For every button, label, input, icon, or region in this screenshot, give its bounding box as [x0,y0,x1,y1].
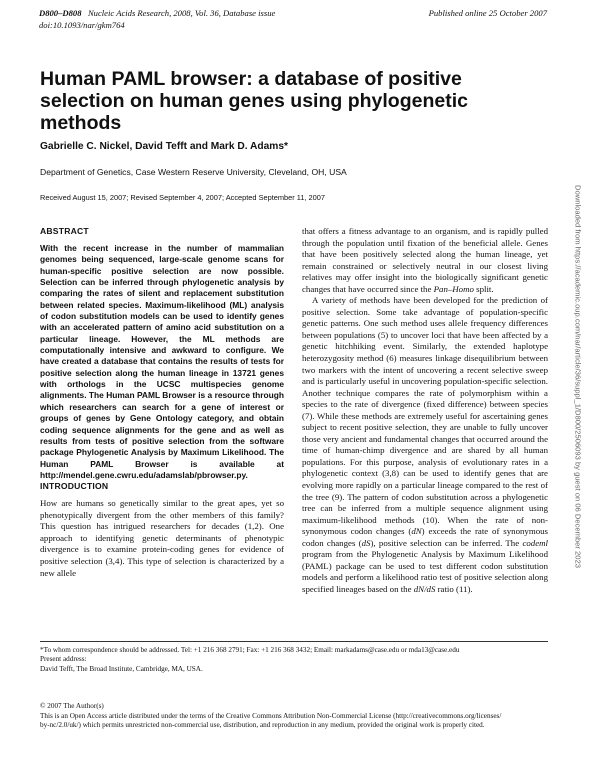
introduction-heading: INTRODUCTION [40,481,109,492]
author-list: Gabrielle C. Nickel, David Tefft and Mark D. Adams* [40,141,288,152]
intro-paragraph-2: A variety of methods have been developed for the prediction of positive selection. Some take advantage of population-specific genetic patterns. One such method uses allele frequency differences between populations (5) to uncover loci that have been affected by a genetic hitchhiking event. Similarly, the extended haplotype heterozygosity method (6) measures linkage disequilibrium between two markers with the intent of uncovering a recent selective sweep and is particularly useful in uncovering population-specific selection. Another technique compares the rate of polymorphism within a species to the rate of divergence (fixed difference) between species (7). While these methods are extremely useful for ascertaining genes subject to recent positive selection, they are unable to fully uncover those very ancient and fundamental changes that occurred around the time of human-chimp divergence and are shared by all human populations. For this purpose, analysis of evolutionary rates in a phylogenetic context (3,8) can be used to identify genes that are evolving more rapidly on a particular lineage compared to the rest of the tree (9). The pattern of codon substitution across a phylogenetic tree can be inferred from a multiple sequence alignment using maximum-likelihood methods (10). When the rate of non-synonymous codon changes (dN) exceeds the rate of synonymous codon changes (dS), positive selection can be inferred. The codeml program from the Phylogenetic Analysis by Maximum Likelihood (PAML) package can be used to test different codon substitution models and perform a likelihood ratio test of positive selection along specified lineages based on the dN/dS ratio (11). [302,295,548,594]
left-column [40,226,284,579]
introduction-text [40,498,284,579]
doi: doi:10.1093/nar/gkm764 [39,20,125,30]
download-notice: Downloaded from https://academic.oup.com/nar/article/36/suppl_1/D800/2506093 by guest on 06 December 2023 [573,185,583,568]
article-title: Human PAML browser: a database of positive selection on human genes using phylogenetic methods [40,68,468,134]
download-sidebar [572,185,584,568]
page-range: D800–D808 [39,8,82,18]
received-dates: Received August 15, 2007; Revised September 4, 2007; Accepted September 11, 2007 [40,193,326,202]
present-address: David Tefft, The Broad Institute, Cambridge, MA, USA. [40,664,203,673]
present-address-label: Present address: [40,655,87,664]
correspondence-note: *To whom correspondence should be addressed. Tel: +1 216 368 2791; Fax: +1 216 368 3432; Email: markadams@case.edu or mda13@case.edu [40,646,460,654]
copyright-block [40,702,548,731]
species-split: Pan–Homo [433,283,474,294]
footnote-divider [40,641,548,642]
license-line-1: This is an Open Access article distributed under the terms of the Creative Commons Attribution Non-Commercial License (http://creativecommons.org/licenses/ [40,711,502,720]
footnotes [40,646,548,674]
license-line-2: by-nc/2.0/uk/) which permits unrestricted non-commercial use, distribution, and reproduction in any medium, provided the original work is properly cited. [40,721,485,730]
intro-paragraph-1: How are humans so genetically similar to the great apes, yet so phenotypically divergent from the other members of this family? This question has intrigued researchers for decades (1,2). One approach to identifying genetic determinants of phenotypic divergence is to examine protein-coding genes for evidence of positive selection (3,4). This type of selection is characterized by a new allele [40,498,284,578]
abstract-heading: ABSTRACT [40,226,89,236]
copyright-line: © 2007 The Author(s) [40,702,104,710]
journal-citation: Nucleic Acids Research, 2008, Vol. 36, Database issue [87,8,276,18]
right-column [302,226,548,596]
abstract-text: With the recent increase in the number of mammalian genomes being sequenced, large-scale genome scans for human-specific positive selection are now possible. Selection can be inferred through phylogenetic analysis by comparing the rates of silent and replacement substitution between related species. Maximum-likelihood (ML) analysis of codon substitution models can be used to identify genes with an accelerated pattern of amino acid substitution on a particular lineage. However, the ML methods are computationally intensive and awkward to configure. We have created a database that contains the results of tests for positive selection along the human lineage in 13721 genes with orthologs in the UCSC multispecies genome alignments. The Human PAML Browser is a resource through which researchers can search for a gene of interest or groups of genes by Gene Ontology category, and obtain coding sequence alignments for the gene and as well as results from tests of positive selection from the software package Phylogenetic Analysis by Maximum Likelihood. The Human PAML Browser is available at http://mendel.gene.cwru.edu/adamslab/pbrowser.py. [40,243,284,480]
running-head [39,7,547,31]
published-date: Published online 25 October 2007 [428,8,547,18]
affiliation: Department of Genetics, Case Western Reserve University, Cleveland, OH, USA [40,167,347,177]
codeml-program: codeml [522,537,548,548]
intro-paragraph-1-continued: that offers a fitness advantage to an organism, and is rapidly pulled through the population until fixation of the beneficial allele. Genes that have been positively selected along the human lineage, yet remain constrained or selectively neutral in our closest living relatives may offer insight into the biologically significant genetic changes that have occurred since the Pan–Homo split. [302,226,548,294]
